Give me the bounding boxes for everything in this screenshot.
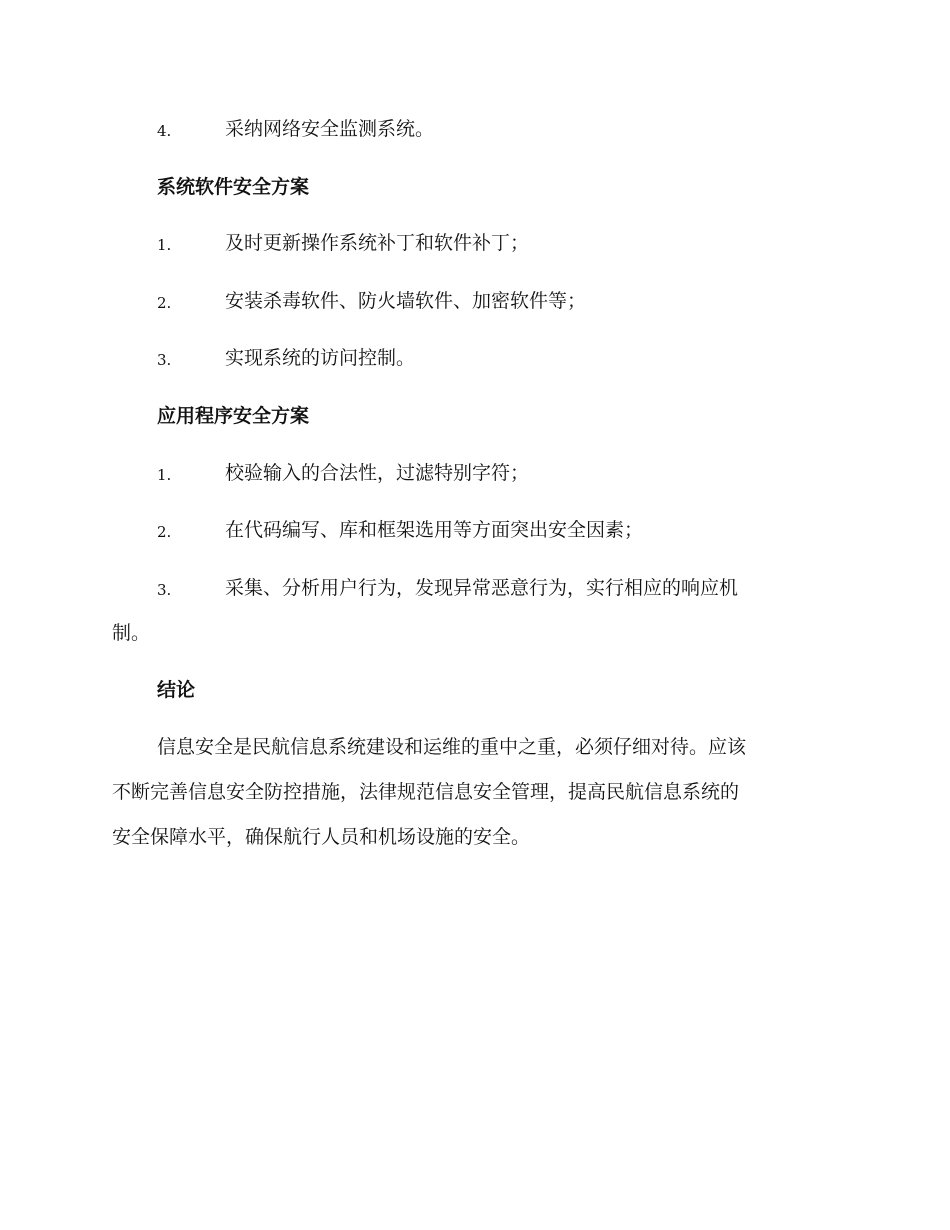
list-item (0, 460, 950, 500)
section-heading: 应用程序安全方案 (157, 405, 310, 427)
list-number: 2. (157, 294, 172, 312)
section-heading: 系统软件安全方案 (157, 176, 310, 198)
conclusion-heading: 结论 (157, 679, 196, 701)
list-number: 4. (157, 122, 172, 140)
list-item (0, 116, 950, 156)
list-item-text: 安装杀毒软件、防火墙软件、加密软件等； (225, 290, 587, 312)
list-item (0, 230, 950, 270)
list-item (0, 517, 950, 557)
list-item-text: 及时更新操作系统补丁和软件补丁； (225, 232, 530, 254)
paragraph-line: 安全保障水平，确保航行人员和机场设施的安全。 (112, 826, 531, 848)
list-item-text: 校验输入的合法性，过滤特别字符； (225, 462, 530, 484)
list-item (0, 345, 950, 385)
conclusion-paragraph (112, 725, 852, 860)
list-item (0, 575, 950, 615)
list-number: 3. (157, 581, 172, 599)
list-item-text: 在代码编写、库和框架选用等方面突出安全因素； (225, 519, 644, 541)
paragraph-line: 不断完善信息安全防控措施，法律规范信息安全管理，提高民航信息系统的 (112, 781, 740, 803)
list-number: 1. (157, 466, 172, 484)
list-item-continuation: 制。 (112, 622, 151, 644)
list-item-text: 采集、分析用户行为，发现异常恶意行为，实行相应的响应机 (225, 577, 739, 599)
list-item (0, 288, 950, 328)
list-number: 2. (157, 523, 172, 541)
list-number: 3. (157, 351, 172, 369)
list-item-text: 实现系统的访问控制。 (225, 347, 416, 369)
list-number: 1. (157, 236, 172, 254)
list-item-text: 采纳网络安全监测系统。 (225, 118, 435, 140)
paragraph-line: 信息安全是民航信息系统建设和运维的重中之重，必须仔细对待。应该 (157, 736, 747, 758)
